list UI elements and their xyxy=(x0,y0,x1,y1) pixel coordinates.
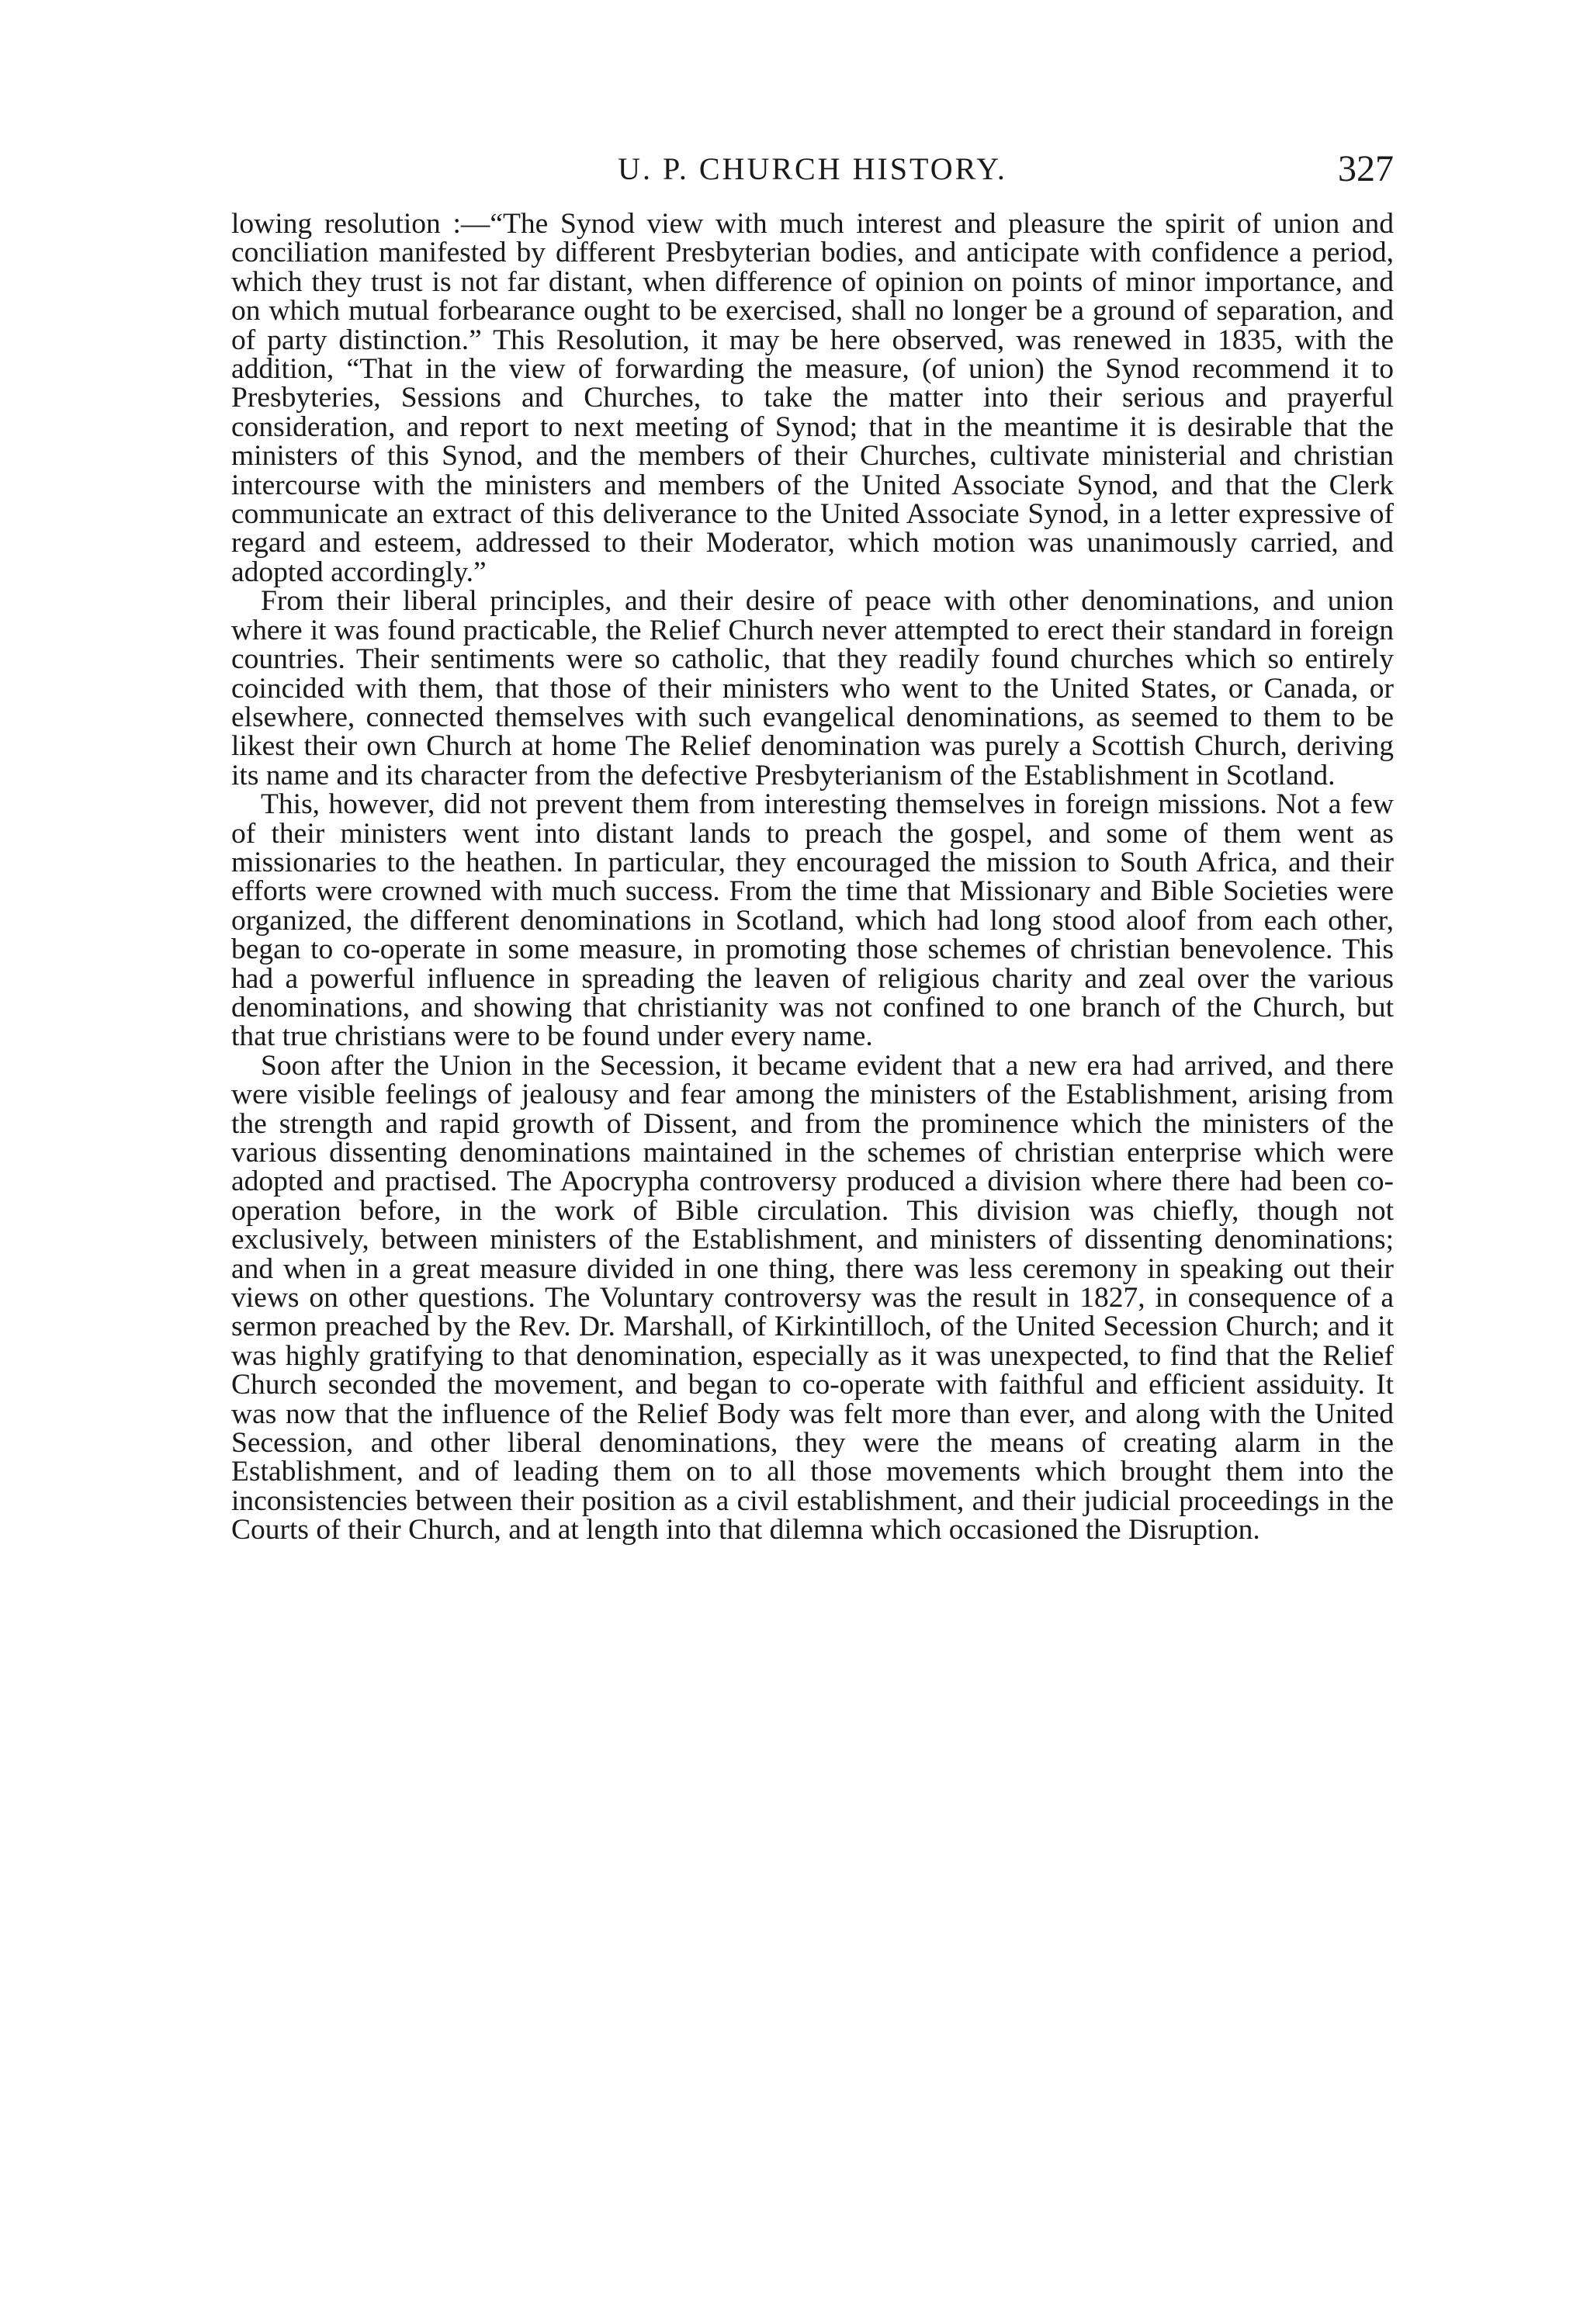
body-text xyxy=(231,210,1394,1545)
page-header xyxy=(231,146,1394,192)
paragraph-resolution: lowing resolution :—“The Synod view with much interest and pleasure the spirit of union and conciliation manifested by different Presbyterian bodies, and anticipate with confidence a period, which they trust is not far distant, when difference of opinion on points of minor importance, and on which mutual forbearance ought to be exercised, shall no longer be a ground of separation, and of party distinction.” This Resolution, it may be here observed, was renewed in 1835, with the addition, “That in the view of forwarding the measure, (of union) the Synod recommend it to Presbyteries, Sessions and Churches, to take the matter into their serious and prayerful consideration, and report to next meeting of Synod; that in the meantime it is desirable that the ministers of this Synod, and the members of their Churches, cultivate ministerial and christian intercourse with the ministers and members of the United Associate Synod, and that the Clerk communicate an extract of this deliverance to the United Associate Synod, in a letter expressive of regard and esteem, addressed to their Moderator, which motion was unanimously carried, and adopted accordingly.” xyxy=(231,208,1394,588)
paragraph-union-secession: Soon after the Union in the Secession, it became evident that a new era had arrived, and there were visible feelings of jealousy and fear among the ministers of the Establishment, arising from the strength and rapid growth of Dissent, and from the prominence which the ministers of the various dissenting denominations maintained in the schemes of christian enterprise which were adopted and practised. The Apocrypha controversy produced a division where there had been co-operation before, in the work of Bible circulation. This division was chiefly, though not exclusively, between ministers of the Establishment, and ministers of dissenting denominations; and when in a great measure divided in one thing, there was less ceremony in speaking out their views on other questions. The Voluntary controversy was the result in 1827, in consequence of a sermon preached by the Rev. Dr. Marshall, of Kirkintilloch, of the United Secession Church; and it was highly gratifying to that denomination, especially as it was unexpected, to find that the Relief Church seconded the movement, and began to co-operate with faithful and efficient assiduity. It was now that the influence of the Relief Body was felt more than ever, and along with the United Secession, and other liberal denominations, they were the means of creating alarm in the Establishment, and of leading them on to all those movements which brought them into the inconsistencies between their position as a civil establishment, and their judicial proceedings in the Courts of their Church, and at length into that dilemna which occasioned the Disruption. xyxy=(231,1049,1394,1546)
paragraph-liberal-principles: From their liberal principles, and their desire of peace with other denominations, and union where it was found practicable, the Relief Church never attempted to erect their standard in foreign countries. Their sentiments were so catholic, that they readily found churches which so entirely coincided with them, that those of their ministers who went to the United States, or Canada, or elsewhere, connected themselves with such evangelical denominations, as seemed to them to be likest their own Church at home The Relief denomination was purely a Scottish Church, deriving its name and its character from the defective Presbyterianism of the Establishment in Scotland. xyxy=(231,585,1394,791)
page-number: 327 xyxy=(1338,148,1394,189)
paragraph-foreign-missions: This, however, did not prevent them from interesting themselves in foreign missions. Not a few of their ministers went into distant lands to preach the gospel, and some of them went as missionaries to the heathen. In particular, they encouraged the mission to South Africa, and their efforts were crowned with much success. From the time that Missionary and Bible Societies were organized, the different denominations in Scotland, which had long stood aloof from each other, began to co-operate in some measure, in promoting those schemes of christian benevolence. This had a powerful influence in spreading the leaven of religious charity and zeal over the various denominations, and showing that christianity was not confined to one branch of the Church, but that true christians were to be found under every name. xyxy=(231,788,1394,1053)
running-head: U. P. CHURCH HISTORY. xyxy=(618,151,1007,186)
